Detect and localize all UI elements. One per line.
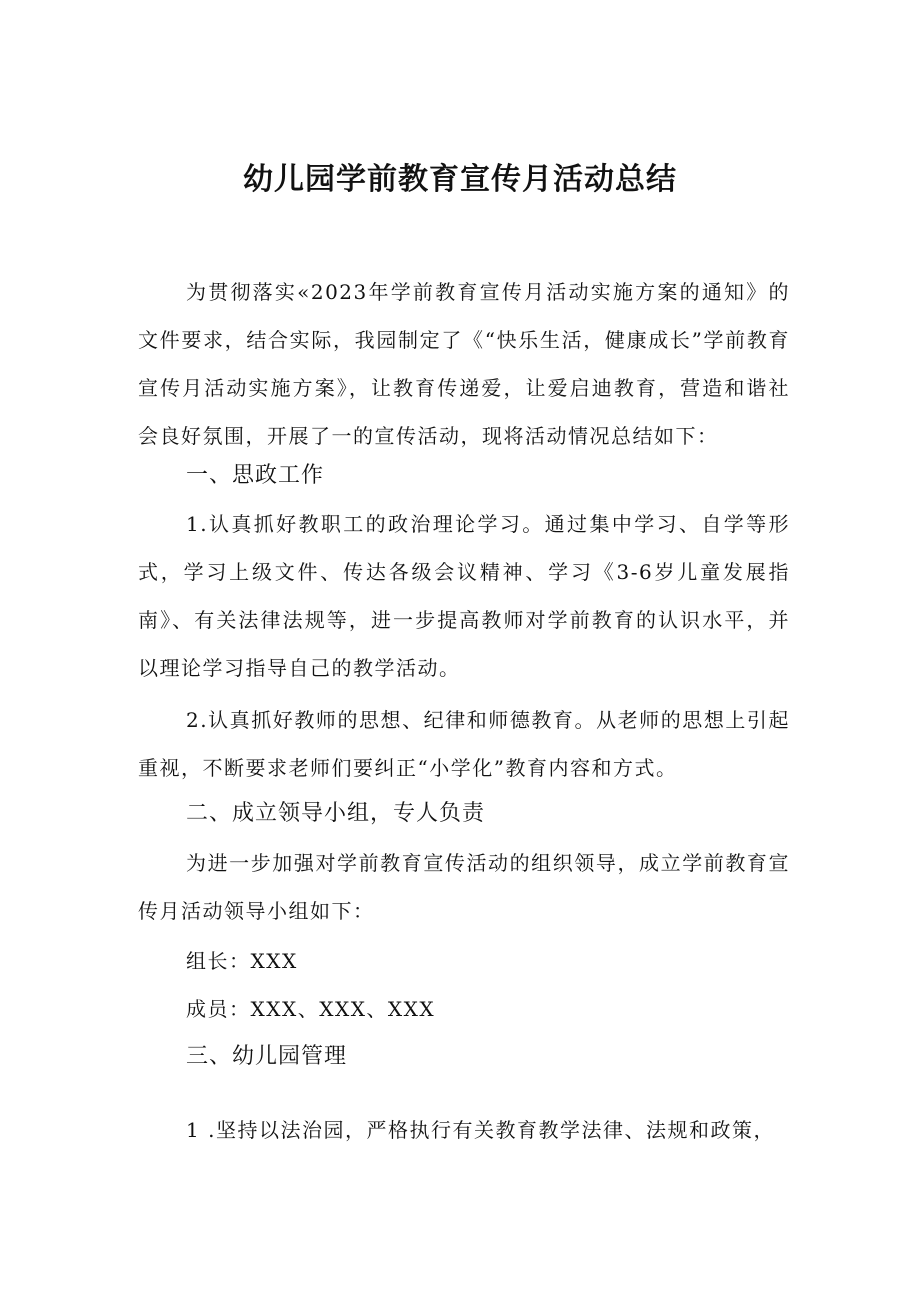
section-3-paragraph-1: 1 .坚持以法治园，严格执行有关教育教学法律、法规和政策， [186,1118,775,1142]
intro-paragraph: 为贯彻落实«2023年学前教育宣传月活动实施方案的通知》的文件要求，结合实际，我园制定了《“快乐生活，健康成长”学前教育宣传月活动实施方案》，让教育传递爱，让爱启迪教育，营造和谐社会良好氛围，开展了一的宣传活动，现将活动情况总结如下： [138,280,790,448]
section-heading-2: 二、成立领导小组，专人负责 [186,801,486,826]
section-heading-3: 三、幼儿园管理 [186,1044,348,1069]
section-1-paragraph-2: 2.认真抓好教师的思想、纪律和师德教育。从老师的思想上引起重视，不断要求老师们要纠正“小学化”教育内容和方式。 [138,708,790,780]
section-1-paragraph-1: 1.认真抓好教职工的政治理论学习。通过集中学习、自学等形式，学习上级文件、传达各级会议精神、学习《3-6岁儿童发展指南》、有关法律法规等，进一步提高教师对学前教育的认识水平，并以理论学习指导自己的教学活动。 [138,512,790,680]
section-heading-1: 一、思政工作 [186,463,325,488]
document-title: 幼儿园学前教育宣传月活动总结 [243,162,677,197]
leader-line: 组长：XXX [186,949,298,973]
members-line: 成员：XXX、XXX、XXX [186,997,436,1021]
section-2-paragraph-1: 为进一步加强对学前教育宣传活动的组织领导，成立学前教育宣传月活动领导小组如下： [138,851,790,923]
